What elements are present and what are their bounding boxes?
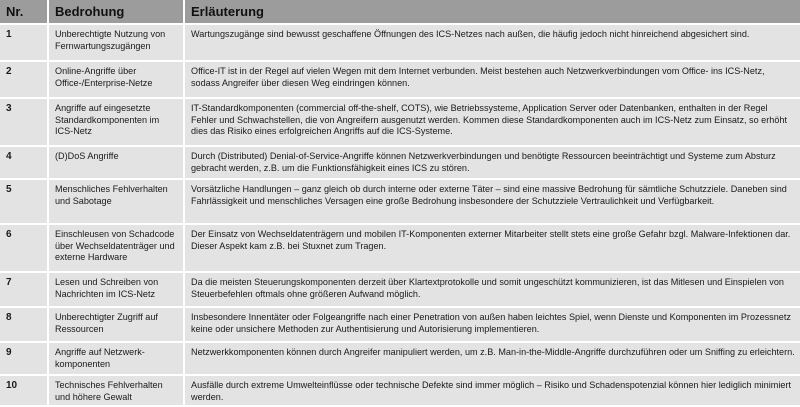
threat-cell: Einschleusen von Schadcode über Wechseldatenträger und externe Hardware: [48, 224, 184, 272]
table-row: [0, 272, 800, 307]
explanation-cell: Insbesondere Innentäter oder Folgeangriffe nach einer Penetration von außen haben leichtes Spiel, wenn Dienste und Komponenten im Prozessnetz keine oder unsichere Methoden zur Authentisierung und Autorisierung implementieren.: [184, 307, 800, 342]
threat-cell: Online-Angriffe über Office-/Enterprise-Netze: [48, 61, 184, 98]
row-number: 8: [0, 307, 48, 342]
table-row: [0, 224, 800, 272]
threat-cell: Unberechtigte Nutzung von Fernwartungszugängen: [48, 24, 184, 61]
threat-cell: Unberechtigter Zugriff auf Ressourcen: [48, 307, 184, 342]
column-header-threat: Bedrohung: [48, 0, 184, 24]
row-number: 6: [0, 224, 48, 272]
row-number: 9: [0, 342, 48, 375]
row-number: 7: [0, 272, 48, 307]
explanation-cell: Durch (Distributed) Denial-of-Service-Angriffe können Netzwerkverbindungen und benötigte Ressourcen beeinträchtigt und Systeme zum Absturz gebracht werden, z.B. um die Funktionsfähigkeit eines ICS zu stören.: [184, 146, 800, 179]
threat-cell: Technisches Fehlverhalten und höhere Gewalt: [48, 375, 184, 406]
explanation-cell: IT-Standardkomponenten (commercial off-the-shelf, COTS), wie Betriebssysteme, Application Server oder Datenbanken, enthalten in der Regel Fehler und Schwachstellen, die von Angreifern ausgenutzt werden. Kommen diese Standardkomponenten auch im ICS-Netz zum Einsatz, so erhöht dies das Risiko eines erfolgreichen Angriffs auf die ICS-Systeme.: [184, 98, 800, 146]
row-number: 1: [0, 24, 48, 61]
threat-cell: Angriffe auf Netzwerk-komponenten: [48, 342, 184, 375]
table-row: [0, 61, 800, 98]
row-number: 4: [0, 146, 48, 179]
threat-cell: Lesen und Schreiben von Nachrichten im ICS-Netz: [48, 272, 184, 307]
explanation-cell: Vorsätzliche Handlungen – ganz gleich ob durch interne oder externe Täter – sind eine massive Bedrohung für sämtliche Schutzziele. Daneben sind Fahrlässigkeit und menschliches Versagen eine große Bedrohung insbesondere der Schutzziele Vertraulichkeit und Verfügbarkeit.: [184, 179, 800, 224]
table-row: [0, 146, 800, 179]
row-number: 10: [0, 375, 48, 406]
explanation-cell: Da die meisten Steuerungskomponenten derzeit über Klartextprotokolle und somit ungeschützt kommunizieren, ist das Mitlesen und Einspielen von Steuerbefehlen oftmals ohne größeren Aufwand möglich.: [184, 272, 800, 307]
row-number: 3: [0, 98, 48, 146]
table-row: [0, 307, 800, 342]
table-row: [0, 98, 800, 146]
table-row: [0, 24, 800, 61]
threat-cell: Menschliches Fehlverhalten und Sabotage: [48, 179, 184, 224]
threat-cell: Angriffe auf eingesetzte Standardkomponenten im ICS-Netz: [48, 98, 184, 146]
table-row: [0, 179, 800, 224]
explanation-cell: Der Einsatz von Wechseldatenträgern und mobilen IT-Komponenten externer Mitarbeiter stellt stets eine große Gefahr bzgl. Malware-Infektionen dar. Dieser Aspekt kam z.B. bei Stuxnet zum Tragen.: [184, 224, 800, 272]
explanation-cell: Ausfälle durch extreme Umwelteinflüsse oder technische Defekte sind immer möglich – Risiko und Schadenspotenzial können hier lediglich minimiert werden.: [184, 375, 800, 406]
table-header-row: [0, 0, 800, 24]
row-number: 2: [0, 61, 48, 98]
threat-cell: (D)DoS Angriffe: [48, 146, 184, 179]
column-header-nr: Nr.: [0, 0, 48, 24]
explanation-cell: Office-IT ist in der Regel auf vielen Wegen mit dem Internet verbunden. Meist bestehen auch Netzwerkverbindungen vom Office- ins ICS-Netz, sodass Angreifer über diesen Weg eindringen können.: [184, 61, 800, 98]
explanation-cell: Netzwerkkomponenten können durch Angreifer manipuliert werden, um z.B. Man-in-the-Middle-Angriffe durchzuführen oder um Sniffing zu erleichtern.: [184, 342, 800, 375]
row-number: 5: [0, 179, 48, 224]
table-row: [0, 342, 800, 375]
column-header-explanation: Erläuterung: [184, 0, 800, 24]
explanation-cell: Wartungszugänge sind bewusst geschaffene Öffnungen des ICS-Netzes nach außen, die häufig jedoch nicht hinreichend abgesichert sind.: [184, 24, 800, 61]
